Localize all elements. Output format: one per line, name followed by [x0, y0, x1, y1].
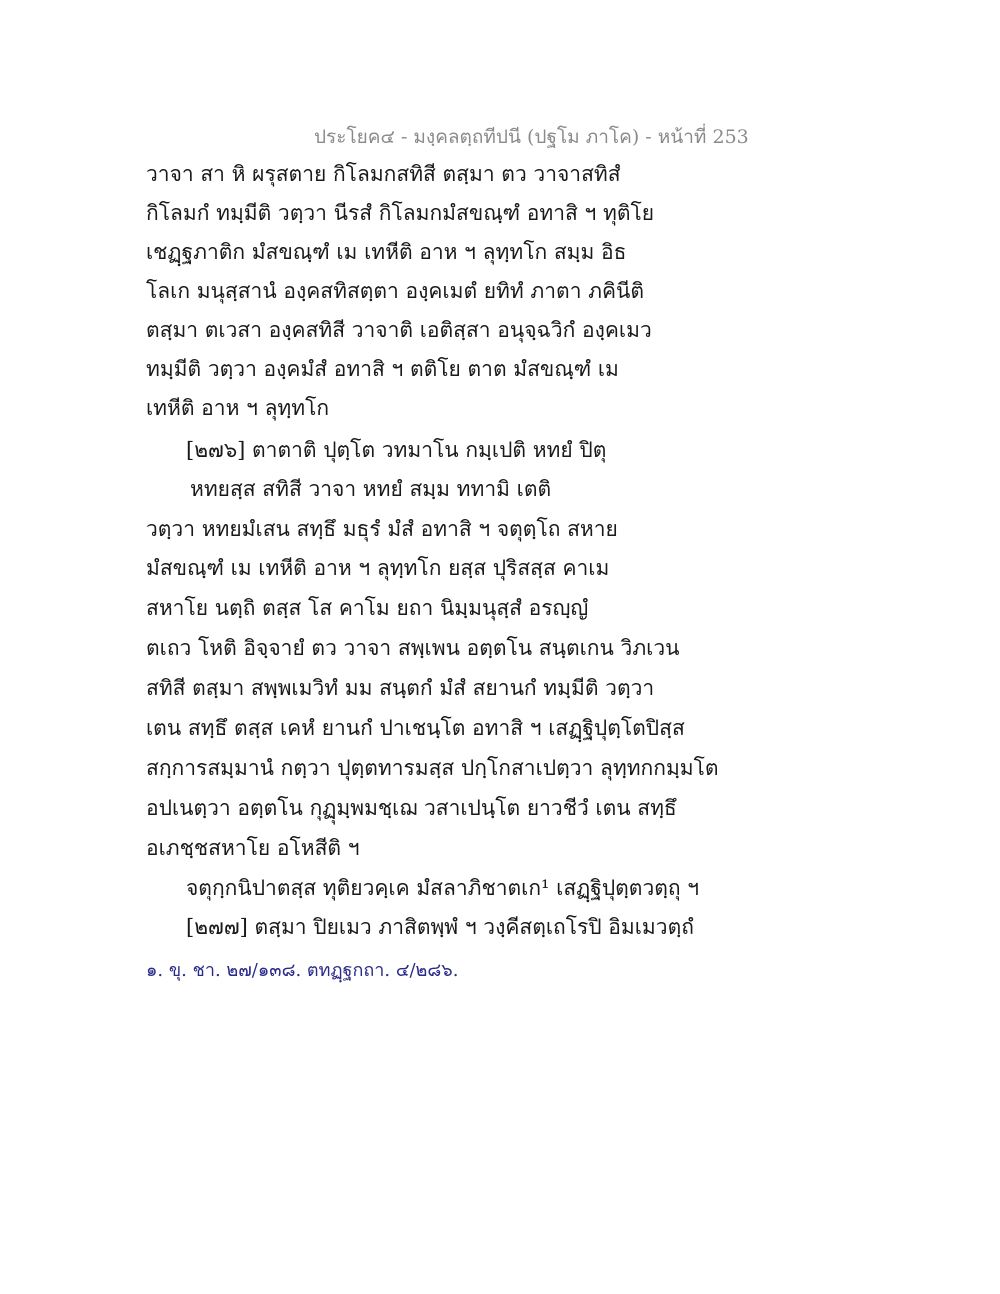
footnote: ๑. ขุ. ชา. ๒๗/๑๓๘. ตทฏฺฐกถา. ๔/๒๘๖. — [146, 960, 459, 981]
text-line: โลเก มนุสฺสานํ องฺคสทิสตฺตา องฺคเมตํ ยทิทํ ภาตา ภคินีติ — [146, 279, 645, 303]
text-line: สหาโย นตฺถิ ตสฺส โส คาโม ยถา นิมฺมนุสฺสํ อรญฺญํ — [146, 596, 589, 620]
text-line: ตเถว โหติ อิจฺจายํ ตว วาจา สพฺเพน อตฺตโน สนฺตเกน วิภเวน — [146, 636, 680, 660]
text-line: วาจา สา หิ ผรุสตาย กิโลมกสทิสี ตสฺมา ตว วาจาสทิสํ — [146, 162, 621, 186]
text-line: เทหีติ อาห ฯ ลุทฺทโก — [146, 396, 330, 420]
text-line: มํสขณฺฑํ เม เทหีติ อาห ฯ ลุทฺทโก ยสฺส ปุริสสฺส คาเม — [146, 556, 610, 580]
page-header: ประโยค๔ - มงฺคลตฺถทีปนี (ปฐโม ภาโค) - หน้าที่ 253 — [314, 126, 749, 148]
text-line: เชฏฺฐภาติก มํสขณฺฑํ เม เทหีติ อาห ฯ ลุทฺทโก สมฺม อิธ — [146, 240, 627, 264]
text-line: สกฺการสมฺมานํ กตฺวา ปุตฺตทารมสฺส ปกฺโกสาเปตฺวา ลุทฺทกกมฺมโต — [146, 756, 719, 780]
text-line: สทิสี ตสฺมา สพฺพเมวิทํ มม สนฺตกํ มํสํ สยานกํ ทมฺมีติ วตฺวา — [146, 676, 655, 700]
story-ending-line: จตุกฺกนิปาตสฺส ทุติยวคฺเค มํสลาภิชาตเก¹ เสฏฺฐิปุตฺตวตฺถุ ฯ — [186, 876, 700, 900]
text-line: อเภชฺชสหาโย อโหสีติ ฯ — [146, 836, 360, 860]
text-line: เตน สทฺธึ ตสฺส เคหํ ยานกํ ปาเชนฺโต อทาสิ ฯ เสฏฺฐิปุตฺโตปิสฺส — [146, 716, 685, 740]
text-line: กิโลมกํ ทมฺมีติ วตฺวา นีรสํ กิโลมกมํสขณฺฑํ อทาสิ ฯ ทุติโย — [146, 201, 655, 225]
text-line: อปเนตฺวา อตฺตโน กุฏุมฺพมชฺเฌ วสาเปนฺโต ยาวชีวํ เตน สทฺธึ — [146, 796, 677, 820]
text-line: ตสฺมา ตเวสา องฺคสทิสี วาจาติ เอติสฺสา อนุจฺฉวิกํ องฺคเมว — [146, 318, 652, 342]
text-line: วตฺวา หทยมํเสน สทฺธึ มธุรํ มํสํ อทาสิ ฯ จตุตฺโถ สหาย — [146, 517, 618, 541]
text-line: [๒๗๗] ตสฺมา ปิยเมว ภาสิตพฺพํ ฯ วงฺคีสตฺเถโรปิ อิมเมวตฺถํ — [186, 915, 694, 939]
verse-line: [๒๗๖] ตาตาติ ปุตฺโต วทมาโน กมฺเปติ หทยํ ปิตุ — [186, 438, 607, 462]
text-line: ทมฺมีติ วตฺวา องฺคมํสํ อทาสิ ฯ ตติโย ตาต มํสขณฺฑํ เม — [146, 357, 619, 381]
verse-line: หทยสฺส สทิสี วาจา หทยํ สมฺม ททามิ เตติ — [190, 477, 552, 501]
